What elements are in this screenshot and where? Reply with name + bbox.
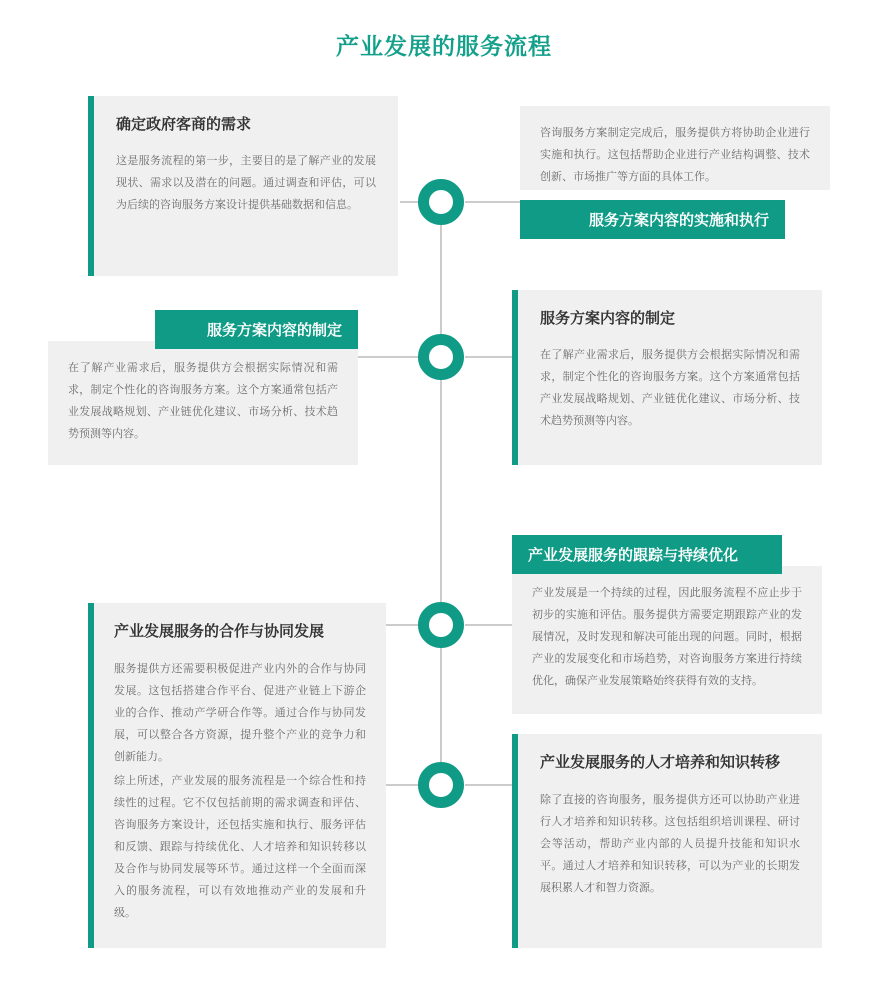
step-7-title: 产业发展服务的人才培养和知识转移 <box>540 754 781 771</box>
step-3-title: 服务方案内容的制定 <box>155 310 358 349</box>
page-title: 产业发展的服务流程 <box>336 33 552 59</box>
step-card-5 <box>512 566 822 714</box>
step-card-4 <box>512 290 822 465</box>
step-card-2 <box>520 106 830 190</box>
step-6-paragraph-1: 服务提供方还需要积极促进产业内外的合作与协同发展。这包括搭建合作平台、促进产业链上下游企业的合作、推动产学研合作等。通过合作与协同发展，可以整合各方资源，提升整个产业的竞争力和创新能力。 <box>114 662 366 763</box>
step-2-title: 服务方案内容的实施和执行 <box>520 200 785 239</box>
node-marker-1 <box>418 179 464 225</box>
step-6-title: 产业发展服务的合作与协同发展 <box>114 623 325 640</box>
step-4-paragraph-1: 在了解产业需求后，服务提供方会根据实际情况和需求，制定个性化的咨询服务方案。这个方案通常包括产业发展战略规划、产业链优化建议、市场分析、技术趋势预测等内容。 <box>540 348 800 427</box>
step-card-7 <box>512 734 822 948</box>
step-2-paragraph-1: 咨询服务方案制定完成后，服务提供方将协助企业进行实施和执行。这包括帮助企业进行产业结构调整、技术创新、市场推广等方面的具体工作。 <box>540 127 810 183</box>
node-marker-4 <box>418 762 464 808</box>
step-1-title: 确定政府客商的需求 <box>116 116 252 133</box>
step-card-1 <box>88 96 398 276</box>
step-card-3 <box>48 341 358 465</box>
step-4-title: 服务方案内容的制定 <box>540 310 676 327</box>
step-3-paragraph-1: 在了解产业需求后，服务提供方会根据实际情况和需求，制定个性化的咨询服务方案。这个方案通常包括产业发展战略规划、产业链优化建议、市场分析、技术趋势预测等内容。 <box>68 362 338 440</box>
step-5-paragraph-1: 产业发展是一个持续的过程，因此服务流程不应止步于初步的实施和评估。服务提供方需要定期跟踪产业的发展情况，及时发现和解决可能出现的问题。同时，根据产业的发展变化和市场趋势，对咨询服务方案进行持续优化，确保产业发展策略始终获得有效的支持。 <box>532 587 802 687</box>
step-5-title: 产业发展服务的跟踪与持续优化 <box>512 535 782 574</box>
node-marker-2 <box>418 334 464 380</box>
step-7-paragraph-1: 除了直接的咨询服务，服务提供方还可以协助产业进行人才培养和知识转移。这包括组织培训课程、研讨会等活动，帮助产业内部的人员提升技能和知识水平。通过人才培养和知识转移，可以为产业的长期发展积累人才和智力资源。 <box>540 793 800 894</box>
step-6-paragraph-2: 综上所述，产业发展的服务流程是一个综合性和持续性的过程。它不仅包括前期的需求调查和评估、咨询服务方案设计，还包括实施和执行、服务评估和反馈、跟踪与持续优化、人才培养和知识转移以及合作与协同发展等环节。通过这样一个全面而深入的服务流程，可以有效地推动产业的发展和升级。 <box>114 774 366 919</box>
step-1-paragraph-1: 这是服务流程的第一步，主要目的是了解产业的发展现状、需求以及潜在的问题。通过调查和评估，可以为后续的咨询服务方案设计提供基础数据和信息。 <box>116 154 376 211</box>
node-marker-3 <box>418 602 464 648</box>
step-card-6 <box>88 603 386 948</box>
